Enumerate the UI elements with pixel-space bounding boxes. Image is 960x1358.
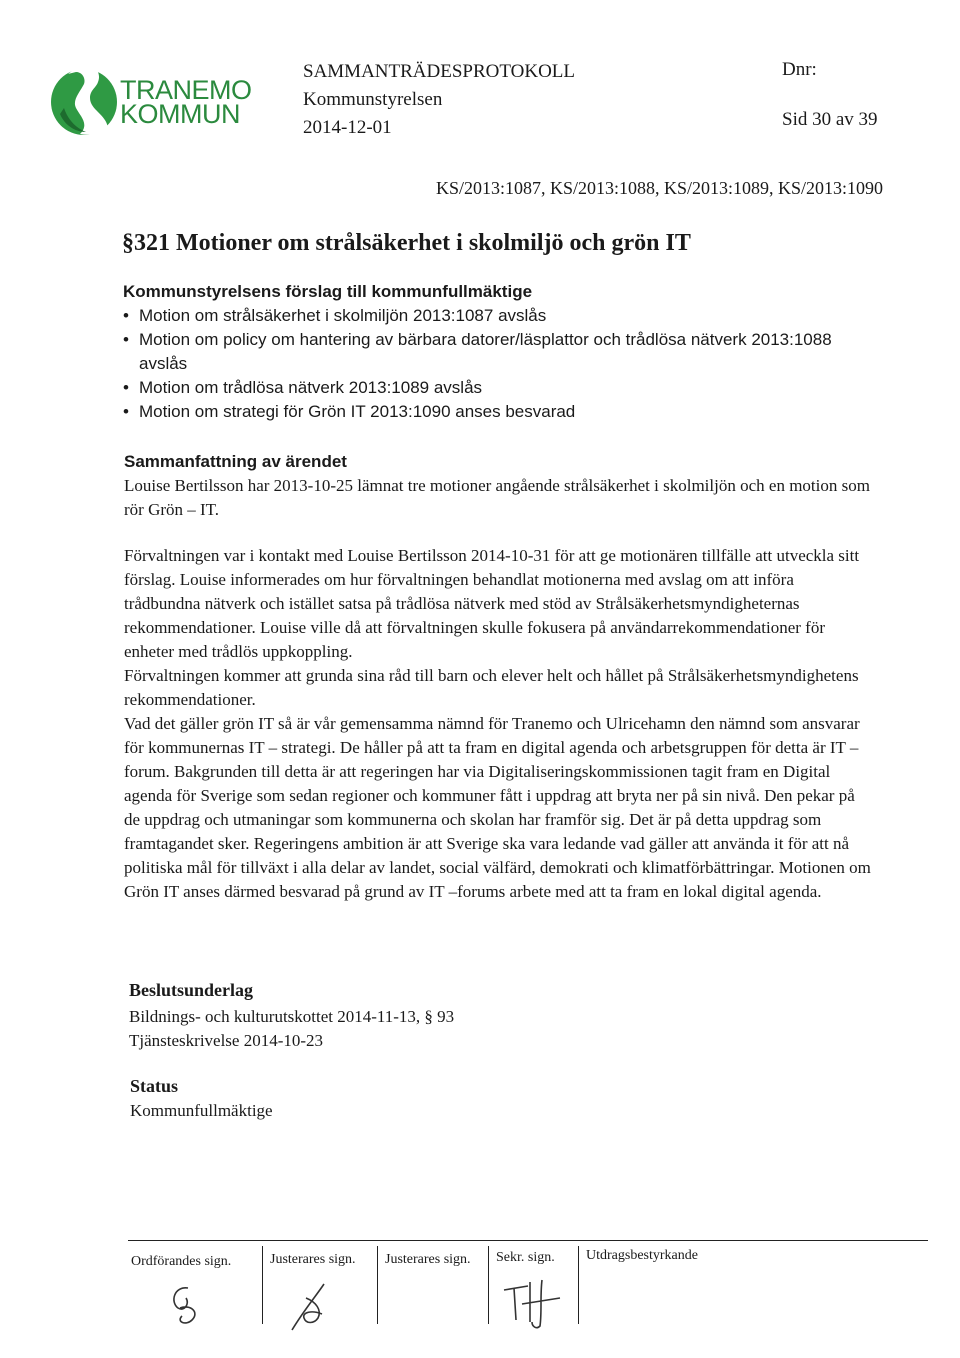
signature-divider (578, 1246, 579, 1324)
extract-signature-label: Utdragsbestyrkande (586, 1248, 698, 1263)
page-number: Sid 30 av 39 (782, 109, 878, 130)
document-type-title: SAMMANTRÄDESPROTOKOLL (303, 61, 576, 82)
summary-block (124, 452, 874, 904)
decision-basis-item: Tjänsteskrivelse 2014-10-23 (129, 1031, 324, 1050)
adjuster-2-signature-label: Justerares sign. (385, 1252, 471, 1267)
signature-rule (128, 1240, 928, 1241)
case-numbers: KS/2013:1087, KS/2013:1088, KS/2013:1089, KS/2013:1090 (436, 178, 884, 198)
adjuster-1-initials-signature (282, 1280, 342, 1336)
committee-name: Kommunstyrelsen (303, 89, 443, 110)
proposal-item: • Motion om policy om hantering av bärbara datorer/läsplattor och trådlösa nätverk 2013:1088 avslås (123, 328, 883, 376)
summary-paragraph-3: Förvaltningen kommer att grunda sina råd till barn och elever helt och hållet på Strålsäkerhetsmyndighetens rekommendationer. (124, 666, 859, 709)
status-block (130, 1076, 273, 1123)
section-heading: §321 Motioner om strålsäkerhet i skolmiljö och grön IT (122, 230, 691, 256)
summary-heading: Sammanfattning av ärendet (124, 452, 347, 471)
municipality-logo (50, 58, 250, 140)
logo-line-2: KOMMUN (120, 99, 240, 129)
decision-basis-item: Bildnings- och kulturutskottet 2014-11-13, § 93 (129, 1007, 455, 1026)
meeting-date: 2014-12-01 (303, 117, 392, 138)
proposal-item: • Motion om strålsäkerhet i skolmiljön 2013:1087 avslås (123, 304, 883, 328)
summary-paragraph-1: Louise Bertilsson har 2013-10-25 lämnat tre motioner angående strålsäkerhet i skolmiljön och en motion som rör Grön – IT. (124, 476, 870, 519)
proposal-heading: Kommunstyrelsens förslag till kommunfullmäktige (123, 282, 533, 301)
decision-basis-block (129, 980, 829, 1053)
proposal-item: • Motion om trådlösa nätverk 2013:1089 avslås (123, 376, 883, 400)
decision-basis-heading: Beslutsunderlag (129, 980, 254, 1000)
signature-divider (377, 1246, 378, 1324)
chair-signature-label: Ordförandes sign. (131, 1254, 232, 1269)
signature-divider (262, 1246, 263, 1324)
crane-emblem-icon (50, 58, 122, 140)
status-heading: Status (130, 1076, 179, 1096)
secretary-initials-signature (500, 1276, 570, 1332)
proposal-block (123, 282, 883, 424)
chair-initials-signature (160, 1282, 220, 1332)
secretary-signature-label: Sekr. sign. (496, 1250, 555, 1265)
signature-divider (488, 1246, 489, 1324)
summary-paragraph-2: Förvaltningen var i kontakt med Louise Bertilsson 2014-10-31 för att ge motionären tillfälle att utveckla sitt förslag. Louise informerades om hur förvaltningen behandlat motionerna med avslag om att införa trådbundna nätverk och istället satsa på trådlösa nätverk med stöd av Strålsäkerhetsmyndigheternas rekommendationer. Louise ville då att förvaltningen skulle fokusera på användarrekommendationer för enheter med trådlös uppkoppling. (124, 546, 860, 661)
adjuster-1-signature-label: Justerares sign. (270, 1252, 356, 1267)
proposal-item: • Motion om strategi för Grön IT 2013:1090 anses besvarad (123, 400, 883, 424)
logo-line-1: TRANEMO (120, 75, 252, 105)
status-value: Kommunfullmäktige (130, 1101, 273, 1120)
summary-paragraph-4: Vad det gäller grön IT så är vår gemensamma nämnd för Tranemo och Ulricehamn den nämnd som ansvarar för kommunernas IT – strategi. De håller på att ta fram en digital agenda och arbetsgruppen för detta är IT – forum. Bakgrunden till detta är att regeringen har via Digitaliseringskommissionen tagit fram en Digital agenda för Sverige som sedan regioner och kommuner fått i uppdrag att bryta ner på sin nivå. Den pekar på de uppdrag och utmaningar som kommunerna och skolan har framför sig. Det är på detta uppdrag som framtagandet sker. Regeringens ambition är att Sverige ska vara ledande vad gäller att använda it för att nå politiska mål för tillväxt i alla delar av landet, social välfärd, demokrati och klimatförbättringar. Motionen om Grön IT anses därmed besvarad på grund av IT –forums arbete med att ta fram en lokal digital agenda. (124, 714, 871, 901)
dnr-label: Dnr: (782, 59, 817, 80)
